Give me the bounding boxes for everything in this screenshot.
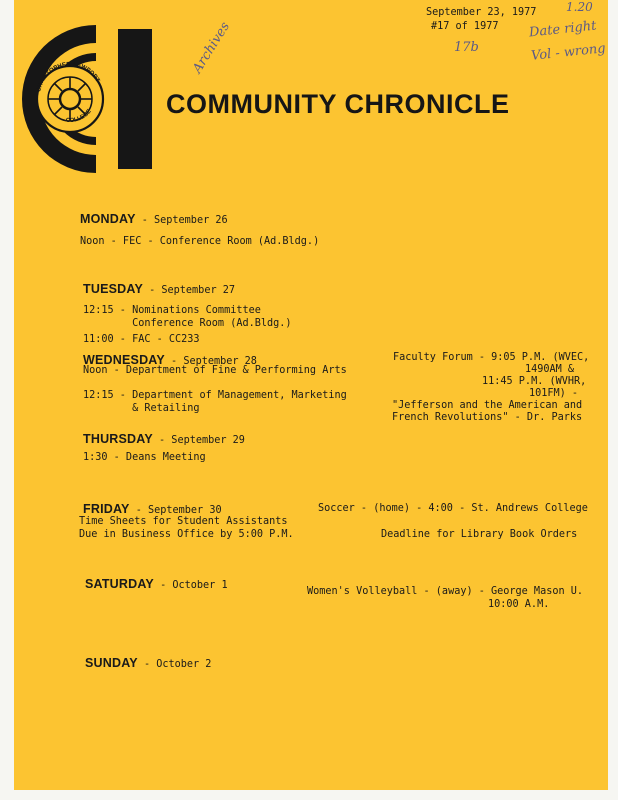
wednesday-side-item: "Jefferson and the American and xyxy=(392,400,583,411)
tuesday-item: 12:15 - Nominations Committee xyxy=(83,305,261,316)
day-label: THURSDAY xyxy=(83,432,153,446)
tuesday-heading xyxy=(83,278,235,297)
tuesday-item: Conference Room (Ad.Bldg.) xyxy=(83,318,292,329)
monday-item: Noon - FEC - Conference Room (Ad.Bldg.) xyxy=(80,236,320,247)
issue-date: September 23, 1977 xyxy=(426,7,537,18)
day-label: FRIDAY xyxy=(83,502,130,516)
saturday-heading xyxy=(85,573,228,592)
logo-ring-text-bottom: COLLEGE xyxy=(65,108,93,125)
day-label: MONDAY xyxy=(80,212,136,226)
wednesday-item: & Retailing xyxy=(83,403,200,414)
college-seal-logo xyxy=(16,19,156,179)
issue-number: #17 of 1977 xyxy=(431,21,499,32)
wednesday-side-item: 1490AM & xyxy=(525,364,575,375)
day-date: - September 28 xyxy=(164,356,257,367)
wednesday-side-item: Faculty Forum - 9:05 P.M. (WVEC, xyxy=(393,352,590,363)
tuesday-item: 11:00 - FAC - CC233 xyxy=(83,334,200,345)
monday-heading xyxy=(80,208,228,227)
logo-ring-text: CHRISTOPHER NEWPORT xyxy=(36,61,101,93)
day-label: SATURDAY xyxy=(85,577,154,591)
saturday-side-item: 10:00 A.M. xyxy=(488,599,550,610)
day-date: - September 29 xyxy=(152,435,245,446)
friday-side-item: Soccer - (home) - 4:00 - St. Andrews College xyxy=(318,503,588,514)
day-date: - September 26 xyxy=(135,215,228,226)
day-date: - October 2 xyxy=(137,659,212,670)
handwritten-page-code: 17b xyxy=(454,40,479,55)
wednesday-item: Noon - Department of Fine & Performing Arts xyxy=(83,365,347,376)
day-date: - September 30 xyxy=(129,505,222,516)
day-label: SUNDAY xyxy=(85,656,138,670)
wednesday-side-item: 11:45 P.M. (WVHR, xyxy=(482,376,587,387)
handwritten-corner-number: 1.20 xyxy=(566,0,593,14)
friday-side-item: Deadline for Library Book Orders xyxy=(381,529,578,540)
thursday-item: 1:30 - Deans Meeting xyxy=(83,452,206,463)
wednesday-side-item: French Revolutions" - Dr. Parks xyxy=(392,412,583,423)
handwritten-vol-note: Vol - wrong xyxy=(530,41,607,64)
day-date: - September 27 xyxy=(142,285,235,296)
wednesday-side-item: 101FM) - xyxy=(529,388,579,399)
masthead-title: COMMUNITY CHRONICLE xyxy=(166,89,510,119)
friday-item: Time Sheets for Student Assistants xyxy=(79,516,288,527)
wednesday-item: 12:15 - Department of Management, Marketing xyxy=(83,390,347,401)
sunday-heading xyxy=(85,652,211,671)
saturday-side-item: Women's Volleyball - (away) - George Mason U. xyxy=(307,586,584,597)
friday-item: Due in Business Office by 5:00 P.M. xyxy=(79,529,294,540)
handwritten-date-note: Date right xyxy=(528,18,598,41)
handwritten-archive-note: Archives xyxy=(190,19,233,76)
day-label: TUESDAY xyxy=(83,282,143,296)
day-label: WEDNESDAY xyxy=(83,353,165,367)
day-date: - October 1 xyxy=(153,580,228,591)
thursday-heading xyxy=(83,428,245,447)
